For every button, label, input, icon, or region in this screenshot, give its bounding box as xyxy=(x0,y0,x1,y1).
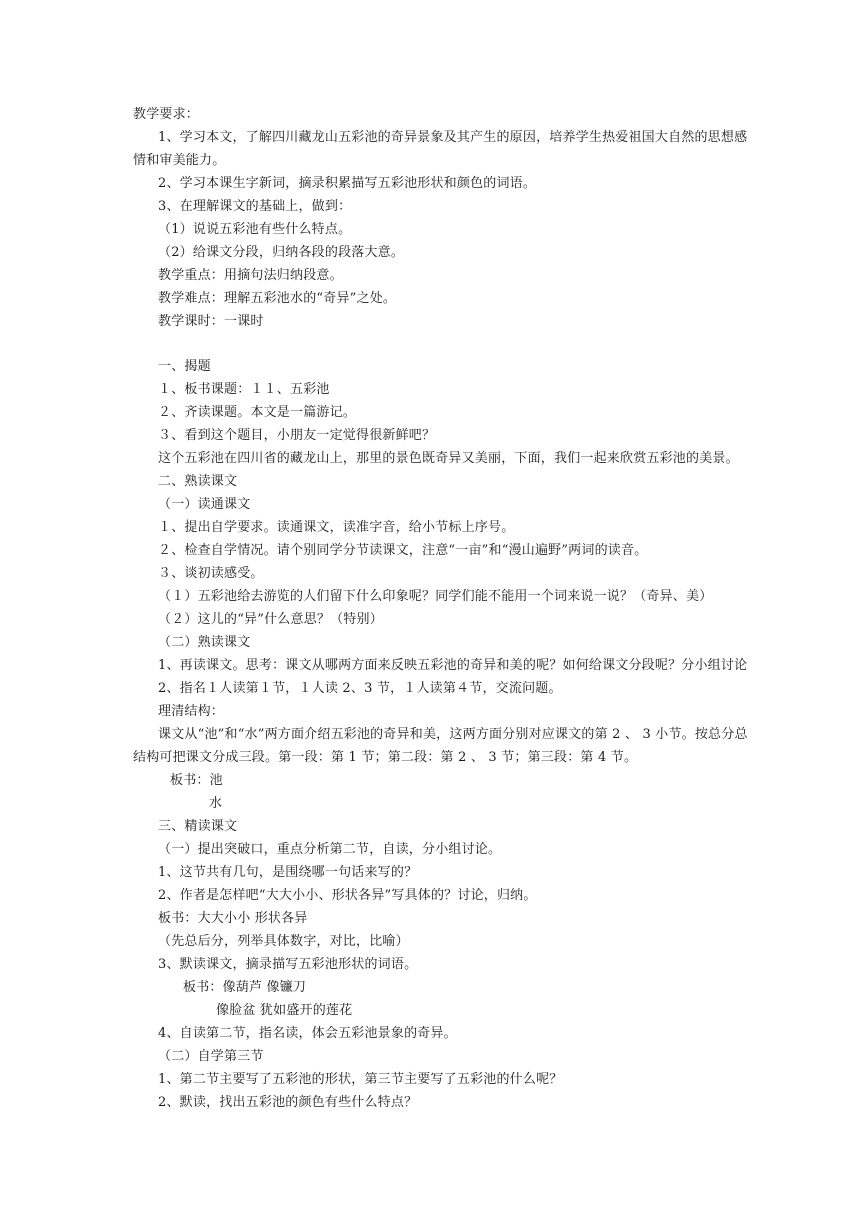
blackboard-note: 板书：池 xyxy=(170,773,223,788)
blackboard-note: 像脸盆 犹如盛开的莲花 xyxy=(216,1003,353,1018)
list-item: 1、这节共有几句，是围绕哪一句话来写的？ xyxy=(158,865,418,880)
teaching-key-point: 教学重点：用摘句法归纳段意。 xyxy=(158,268,343,283)
subsection-heading: （二）熟读课文 xyxy=(158,635,251,650)
teaching-hours: 教学课时：一课时 xyxy=(158,314,264,329)
subsection-heading: （一）读通课文 xyxy=(158,497,251,512)
list-item: 1、再读课文。思考：课文从哪两方面来反映五彩池的奇异和美的呢？如何给课文分段呢？分小组讨论 xyxy=(158,658,748,673)
list-item: ３、谈初读感受。 xyxy=(158,566,264,581)
blackboard-note: 板书：大大小小 形状各异 xyxy=(158,911,308,926)
list-item: 4、自读第二节，指名读，体会五彩池景象的奇异。 xyxy=(158,1026,457,1041)
teaching-difficulty: 教学难点：理解五彩池水的“奇异”之处。 xyxy=(158,291,397,306)
structure-heading: 理清结构： xyxy=(158,704,225,719)
list-item: ３、看到这个题目，小朋友一定觉得很新鲜吧？ xyxy=(158,428,436,443)
list-item: 2、作者是怎样吧“大大小小、形状各异”写具体的？讨论，归纳。 xyxy=(158,888,537,903)
list-item: 1、第二节主要写了五彩池的形状，第三节主要写了五彩池的什么呢？ xyxy=(158,1072,563,1087)
list-item: ２、检查自学情况。请个别同学分节读课文，注意“一亩”和“漫山遍野”两词的读音。 xyxy=(158,543,648,558)
section-heading-teaching-requirements: 教学要求： xyxy=(133,107,200,122)
list-item: 2、指名１人读第１节，１人读 2、3 节，１人读第４节，交流问题。 xyxy=(158,681,562,696)
section-heading-3: 三、精读课文 xyxy=(158,819,238,834)
requirement-3: 3、在理解课文的基础上，做到： xyxy=(158,199,352,214)
paragraph-intro: 这个五彩池在四川省的藏龙山上，那里的景色既奇异又美丽，下面，我们一起来欣赏五彩池的美景。 xyxy=(158,451,739,466)
structure-paragraph-continued: 结构可把课文分成三段。第一段：第 1 节；第二段：第 2 、 3 节；第三段：第 4 节。 xyxy=(133,750,638,765)
subsection-heading: （一）提出突破口，重点分析第二节，自读，分小组讨论。 xyxy=(158,842,502,857)
blackboard-note: 板书：像葫芦 像镰刀 xyxy=(183,980,307,995)
section-heading-1: 一、揭题 xyxy=(158,359,211,374)
list-item: 3、默读课文，摘录描写五彩池形状的词语。 xyxy=(158,957,418,972)
list-item: （１）五彩池给去游览的人们留下什么印象呢？同学们能不能用一个词来说一说？（奇异、美） xyxy=(158,589,713,604)
requirement-2: 2、学习本课生字新词，摘录积累描写五彩池形状和颜色的词语。 xyxy=(158,176,537,191)
list-item: ２、齐读课题。本文是一篇游记。 xyxy=(158,405,357,420)
requirement-3-item-1: （1）说说五彩池有些什么特点。 xyxy=(158,222,352,237)
section-heading-2: 二、熟读课文 xyxy=(158,474,238,489)
list-item: １、板书课题：１１、五彩池 xyxy=(158,382,330,397)
list-item: （２）这儿的“异”什么意思？（特别） xyxy=(158,612,383,627)
blackboard-note: 水 xyxy=(209,796,223,811)
requirement-3-item-2: （2）给课文分段，归纳各段的段落大意。 xyxy=(158,245,405,260)
note-line: （先总后分，列举具体数字，对比，比喻） xyxy=(158,934,409,949)
list-item: 2、默读，找出五彩池的颜色有些什么特点？ xyxy=(158,1095,418,1110)
subsection-heading: （二）自学第三节 xyxy=(158,1049,264,1064)
requirement-1-continued: 情和审美能力。 xyxy=(133,153,226,168)
list-item: １、提出自学要求。读通课文，读准字音，给小节标上序号。 xyxy=(158,520,515,535)
structure-paragraph: 课文从“池”和“水”两方面介绍五彩池的奇异和美，这两方面分别对应课文的第 2 、 3 小节。按总分总 xyxy=(158,727,748,742)
requirement-1: 1、学习本文，了解四川藏龙山五彩池的奇异景象及其产生的原因，培养学生热爱祖国大自然的思想感 xyxy=(158,130,748,145)
